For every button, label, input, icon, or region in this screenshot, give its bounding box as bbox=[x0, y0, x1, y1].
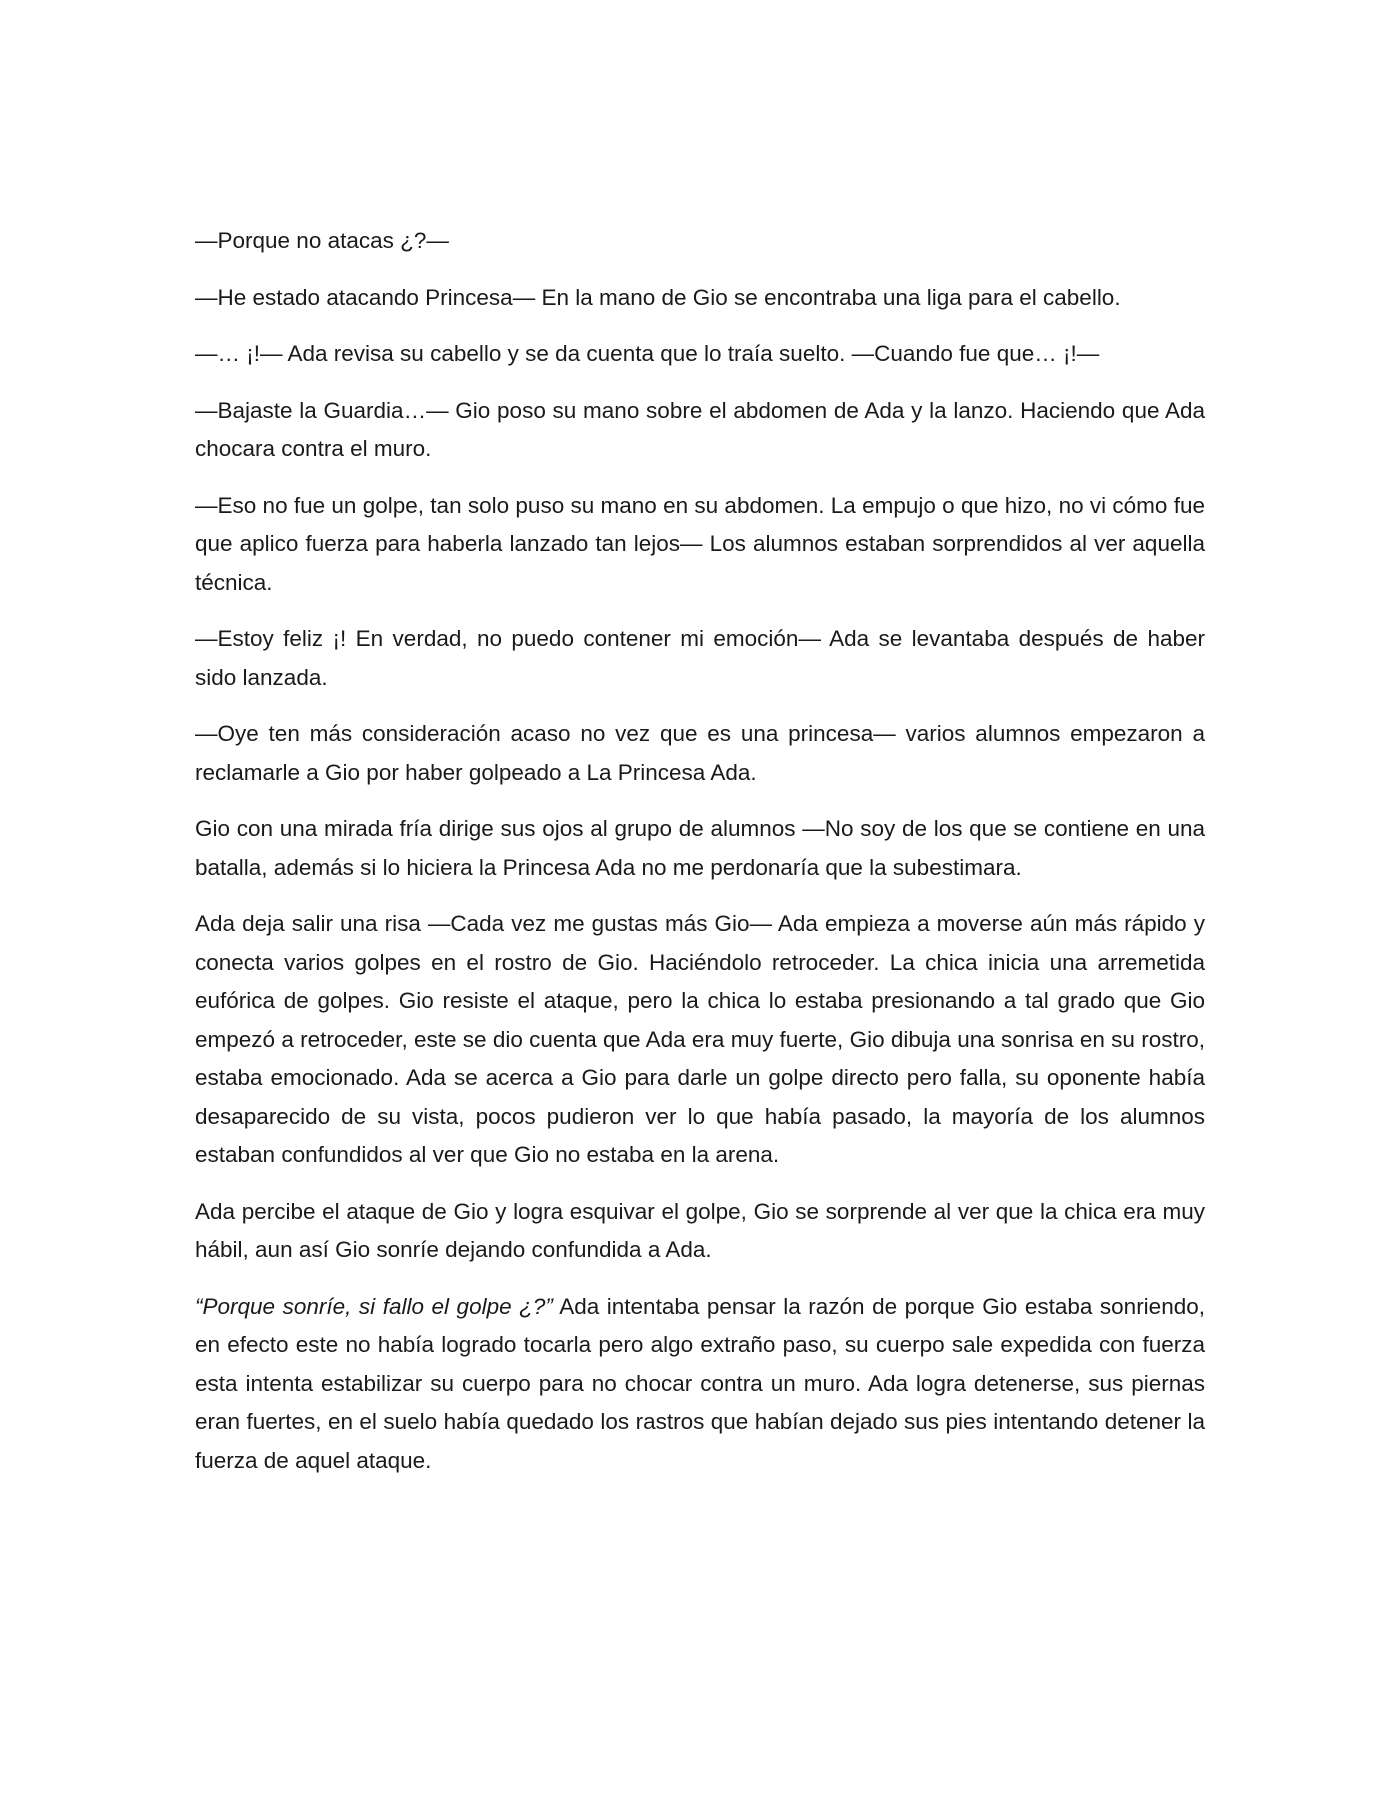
paragraph-8: Gio con una mirada fría dirige sus ojos al grupo de alumnos —No soy de los que se contiene en una batalla, además si lo hiciera la Princesa Ada no me perdonaría que la subestimara. bbox=[195, 816, 1205, 880]
paragraph-11 bbox=[195, 1288, 1205, 1481]
paragraph-3: —… ¡!— Ada revisa su cabello y se da cuenta que lo traía suelto. —Cuando fue que… ¡!— bbox=[195, 341, 1100, 366]
paragraph-11-text: Ada intentaba pensar la razón de porque Gio estaba sonriendo, en efecto este no había logrado tocarla pero algo extraño paso, su cuerpo sale expedida con fuerza esta intenta estabilizar su cuerpo para no chocar contra un muro. Ada logra detenerse, sus piernas eran fuertes, en el suelo había quedado los rastros que habían dejado sus pies intentando detener la fuerza de aquel ataque. bbox=[195, 1293, 1205, 1473]
paragraph-6: —Estoy feliz ¡! En verdad, no puedo contener mi emoción— Ada se levantaba después de haber sido lanzada. bbox=[195, 626, 1205, 690]
paragraph-10: Ada percibe el ataque de Gio y logra esquivar el golpe, Gio se sorprende al ver que la chica era muy hábil, aun así Gio sonríe dejando confundida a Ada. bbox=[195, 1198, 1205, 1262]
paragraph-7: —Oye ten más consideración acaso no vez que es una princesa— varios alumnos empezaron a reclamarle a Gio por haber golpeado a La Princesa Ada. bbox=[195, 721, 1205, 785]
paragraph-9: Ada deja salir una risa —Cada vez me gustas más Gio— Ada empieza a moverse aún más rápido y conecta varios golpes en el rostro de Gio. Haciéndolo retroceder. La chica inicia una arremetida eufórica de golpes. Gio resiste el ataque, pero la chica lo estaba presionando a tal grado que Gio empezó a retroceder, este se dio cuenta que Ada era muy fuerte, Gio dibuja una sonrisa en su rostro, estaba emocionado. Ada se acerca a Gio para darle un golpe directo pero falla, su oponente había desaparecido de su vista, pocos pudieron ver lo que había pasado, la mayoría de los alumnos estaban confundidos al ver que Gio no estaba en la arena. bbox=[195, 911, 1205, 1167]
paragraph-2: —He estado atacando Princesa— En la mano de Gio se encontraba una liga para el cabello. bbox=[195, 284, 1121, 310]
paragraph-1: —Porque no atacas ¿?— bbox=[195, 228, 449, 253]
paragraph-4: —Bajaste la Guardia…— Gio poso su mano sobre el abdomen de Ada y la lanzo. Haciendo que Ada chocara contra el muro. bbox=[195, 397, 1205, 461]
inner-thought-quote: “Porque sonríe, si fallo el golpe ¿?” bbox=[195, 1293, 553, 1319]
paragraph-5: —Eso no fue un golpe, tan solo puso su mano en su abdomen. La empujo o que hizo, no vi cómo fue que aplico fuerza para haberla lanzado tan lejos— Los alumnos estaban sorprendidos al ver aquella técnica. bbox=[195, 492, 1205, 595]
document-body bbox=[195, 222, 1205, 1498]
